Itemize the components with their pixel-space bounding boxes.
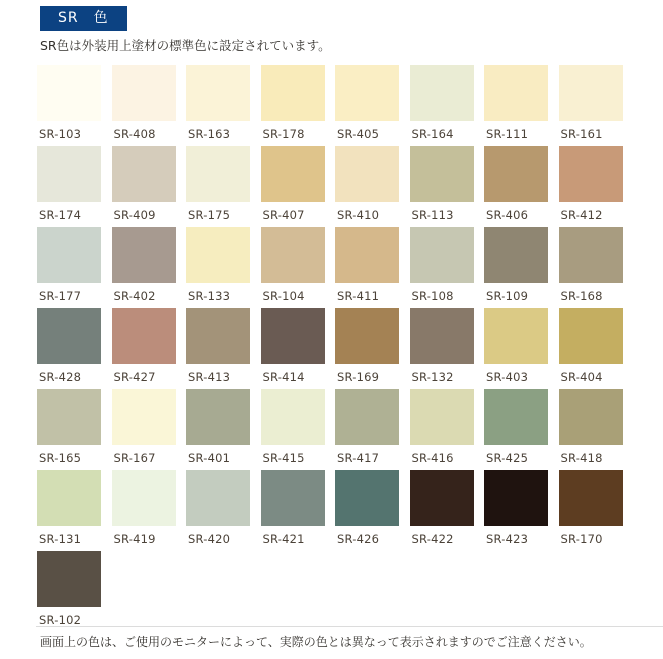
color-chip [335,227,399,283]
color-chip [484,65,548,121]
color-swatch-cell [559,470,623,551]
color-swatch-cell [261,227,325,308]
color-code-label: SR-167 [113,451,156,465]
color-swatch-cell [37,227,101,308]
color-chip [484,308,548,364]
color-swatch-cell [559,146,623,227]
color-chip [484,389,548,445]
color-swatch-cell [335,389,399,470]
color-swatch-cell [261,65,325,146]
footer-note: 画面上の色は、ご使用のモニターによって、実際の色とは異なって表示されますのでご注意ください。 [40,635,592,649]
color-code-label: SR-113 [411,208,454,222]
color-code-label: SR-404 [560,370,603,384]
color-chip [261,470,325,526]
color-chip [186,65,250,121]
color-code-label: SR-161 [560,127,603,141]
color-code-label: SR-411 [337,289,380,303]
color-swatch-cell [559,308,623,389]
color-swatch-cell [112,308,176,389]
color-code-label: SR-175 [188,208,231,222]
color-swatch-cell [186,146,250,227]
color-chip [112,65,176,121]
color-swatch-cell [410,389,474,470]
color-code-label: SR-163 [188,127,231,141]
color-code-label: SR-426 [337,532,380,546]
color-swatch-cell [37,389,101,470]
color-chip [37,470,101,526]
color-code-label: SR-133 [188,289,231,303]
section-title: SR 色 [58,10,109,26]
color-swatch-cell [186,65,250,146]
color-swatch-cell [112,146,176,227]
color-chip [37,65,101,121]
color-code-label: SR-168 [560,289,603,303]
color-code-label: SR-422 [411,532,454,546]
color-swatch-cell [484,389,548,470]
color-chip [37,146,101,202]
color-chip [186,470,250,526]
color-chip [484,470,548,526]
color-code-label: SR-406 [486,208,529,222]
color-chip [112,146,176,202]
color-chip [410,308,474,364]
section-title-badge [40,6,127,31]
color-swatch-cell [261,470,325,551]
color-swatch-cell [186,470,250,551]
color-chip [559,308,623,364]
color-swatch-cell [261,146,325,227]
color-chip [559,65,623,121]
color-code-label: SR-108 [411,289,454,303]
color-code-label: SR-409 [113,208,156,222]
color-code-label: SR-178 [262,127,305,141]
color-chip [410,389,474,445]
color-chip [559,470,623,526]
color-chip [112,389,176,445]
color-code-label: SR-165 [39,451,82,465]
footer-divider [36,626,663,627]
color-code-label: SR-170 [560,532,603,546]
color-chip [335,389,399,445]
color-chip [186,308,250,364]
color-code-label: SR-174 [39,208,82,222]
color-code-label: SR-425 [486,451,529,465]
color-swatch-cell [112,227,176,308]
color-code-label: SR-410 [337,208,380,222]
color-swatch-cell [335,65,399,146]
color-swatch-cell [37,146,101,227]
color-code-label: SR-428 [39,370,82,384]
color-chip [37,227,101,283]
color-code-label: SR-164 [411,127,454,141]
color-swatch-cell [484,308,548,389]
description-text: SR色は外装用上塗材の標準色に設定されています。 [40,38,331,53]
color-chip [186,389,250,445]
color-chip [186,227,250,283]
color-code-label: SR-423 [486,532,529,546]
color-chip [112,308,176,364]
color-code-label: SR-177 [39,289,82,303]
color-chip [112,227,176,283]
color-code-label: SR-131 [39,532,82,546]
color-swatch-cell [484,227,548,308]
color-swatch-cell [112,389,176,470]
color-swatch-cell [484,65,548,146]
color-code-label: SR-414 [262,370,305,384]
color-code-label: SR-408 [113,127,156,141]
color-code-label: SR-420 [188,532,231,546]
color-code-label: SR-102 [39,613,82,627]
color-swatch-cell [410,227,474,308]
color-swatch-cell [410,308,474,389]
color-swatch-cell [335,146,399,227]
color-chip [484,227,548,283]
color-code-label: SR-104 [262,289,305,303]
color-swatch-cell [335,470,399,551]
color-code-label: SR-402 [113,289,156,303]
color-swatch-cell [186,389,250,470]
color-swatch-cell [484,146,548,227]
color-swatch-cell [484,470,548,551]
color-swatch-cell [37,308,101,389]
color-chip [559,146,623,202]
color-swatch-cell [559,65,623,146]
color-chip [261,308,325,364]
color-chip [335,470,399,526]
color-chip [410,65,474,121]
color-chip [335,65,399,121]
color-code-label: SR-169 [337,370,380,384]
color-swatch-cell [112,65,176,146]
color-code-label: SR-407 [262,208,305,222]
color-code-label: SR-103 [39,127,82,141]
color-swatch-cell [261,308,325,389]
color-chip [559,227,623,283]
color-swatch-cell [335,227,399,308]
color-code-label: SR-401 [188,451,231,465]
color-swatch-cell [410,146,474,227]
color-swatch-cell [186,308,250,389]
color-swatch-cell [112,470,176,551]
color-chip [335,146,399,202]
color-swatch-cell [37,65,101,146]
color-chip [261,227,325,283]
color-code-label: SR-405 [337,127,380,141]
color-swatch-grid [37,65,637,632]
color-code-label: SR-413 [188,370,231,384]
color-code-label: SR-427 [113,370,156,384]
color-chip [261,65,325,121]
color-code-label: SR-415 [262,451,305,465]
color-chip [335,308,399,364]
color-chip [410,470,474,526]
color-chip [261,389,325,445]
color-code-label: SR-421 [262,532,305,546]
color-code-label: SR-418 [560,451,603,465]
color-swatch-cell [559,389,623,470]
color-chip [559,389,623,445]
color-swatch-cell [410,65,474,146]
color-chip [484,146,548,202]
color-swatch-cell [261,389,325,470]
color-code-label: SR-412 [560,208,603,222]
color-swatch-cell [37,551,101,632]
color-chip [37,389,101,445]
color-code-label: SR-109 [486,289,529,303]
color-swatch-cell [335,308,399,389]
color-chip [112,470,176,526]
color-swatch-cell [37,470,101,551]
color-code-label: SR-111 [486,127,529,141]
color-chip [37,551,101,607]
color-swatch-cell [410,470,474,551]
color-chip [410,146,474,202]
color-chip [410,227,474,283]
color-code-label: SR-403 [486,370,529,384]
color-code-label: SR-419 [113,532,156,546]
color-swatch-cell [559,227,623,308]
color-chip [261,146,325,202]
color-code-label: SR-416 [411,451,454,465]
color-swatch-cell [186,227,250,308]
color-code-label: SR-417 [337,451,380,465]
color-chip [186,146,250,202]
color-chip [37,308,101,364]
color-code-label: SR-132 [411,370,454,384]
